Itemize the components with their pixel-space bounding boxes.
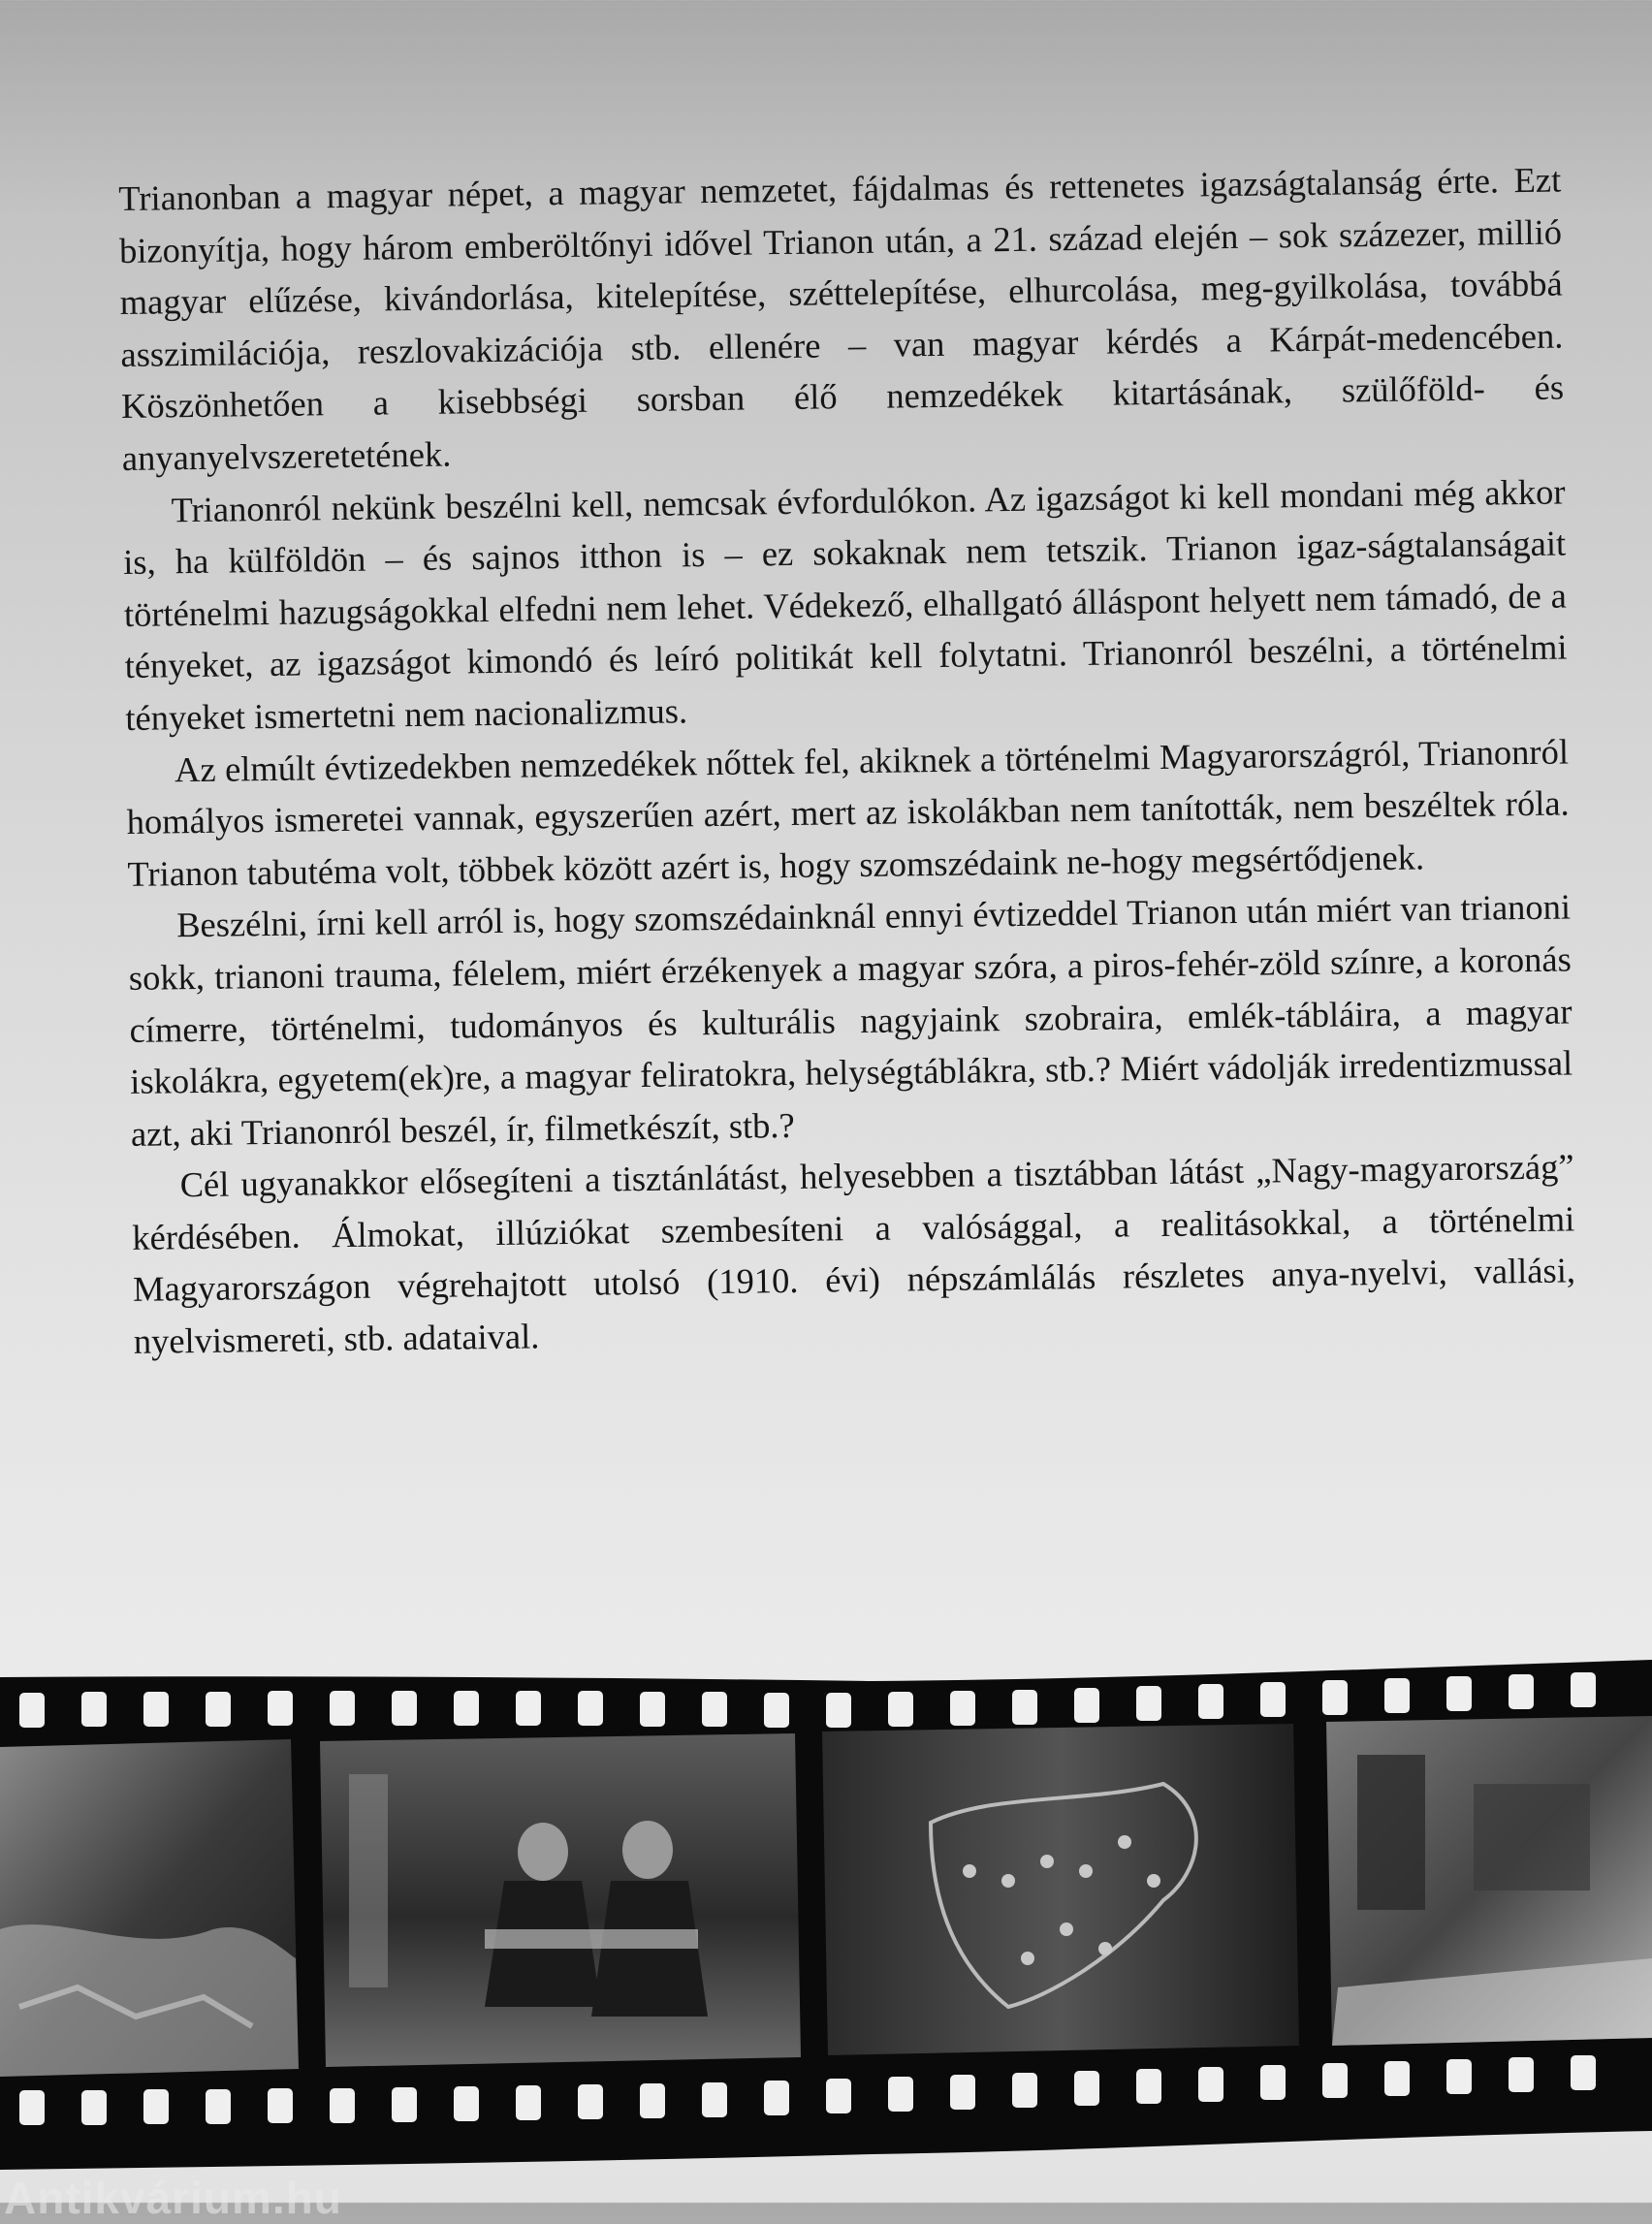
paragraph-3: Az elmúlt évtizedekben nemzedékek nőttek fel, akiknek a történelmi Magyarországról, Trianonról homályos ismeretei vannak, egyszerűen azért, mert az iskolákban nem tanították, nem beszéltek róla. Trianon tabutéma volt, többek között azért is, hogy szomszédaink ne-hogy megsértődjenek. (126, 731, 1570, 894)
film-frame-officers (320, 1733, 801, 2067)
paragraph-5: Cél ugyanakkor elősegíteni a tisztánlátást, helyesebben a tisztábban látást „Nagy-magyarország” kérdésében. Álmokat, illúziókat szembesíteni a valósággal, a realitásokkal, a történelmi Magyarországon végrehajtott utolsó (1910. évi) népszámlálás részletes anya-nyelvi, vallási, nyelvismereti, stb. adataival. (132, 1146, 1576, 1361)
paragraph-4: Beszélni, írni kell arról is, hogy szomszédainknál ennyi évtizeddel Trianon után miért van trianoni sokk, trianoni trauma, félelem, miért érzékenyek a magyar szóra, a piros-fehér-zöld színre, a koronás címerre, történelmi, tudományos és kulturális nagyjaink szobraira, emlék-tábláira, a magyar iskolákra, egyetem(ek)re, a magyar feliratokra, helységtáblákra, stb.? Miért vádolják irredentizmussal azt, aki Trianonról beszél, ír, filmetkészít, stb.? (128, 886, 1573, 1154)
body-text (118, 154, 1576, 1368)
film-strip-illustration (0, 1638, 1652, 2203)
film-frame-rubble (0, 1739, 299, 2077)
paragraph-2: Trianonról nekünk beszélni kell, nemcsak évfordulókon. Az igazságot ki kell mondani még akkor is, ha külföldön – és sajnos itthon is – ez sokaknak nem tetszik. Trianon igaz-ságtalanságait történelmi hazugságokkal elfedni nem lehet. Védekező, elhallgató álláspont helyett nem támadó, de a tényeket, az igazságot kimondó és leíró politikát kell folytatni. Trianonról beszélni, a történelmi tényeket ismertetni nem nacionalizmus. (122, 471, 1568, 738)
paragraph-1: Trianonban a magyar népet, a magyar nemzetet, fájdalmas és rettenetes igazságtalanság érte. Ezt bizonyítja, hogy három emberöltőnyi idővel Trianon után, a 21. század elején – sok százezer, millió magyar elűzése, kivándorlása, kitelepítése, széttelepítése, elhurcolása, meg-gyilkolása, továbbá asszimilációja, reszlovakizációja stb. ellenére – van magyar kérdés a Kárpát-medencében. Köszönhetően a kisebbségi sorsban élő nemzedékek kitartásának, szülőföld- és anyanyelvszeretetének. (118, 159, 1565, 478)
watermark: Antikvárium.hu (4, 2173, 342, 2223)
film-frame-room (1326, 1716, 1652, 2046)
film-frame-map (822, 1724, 1299, 2055)
